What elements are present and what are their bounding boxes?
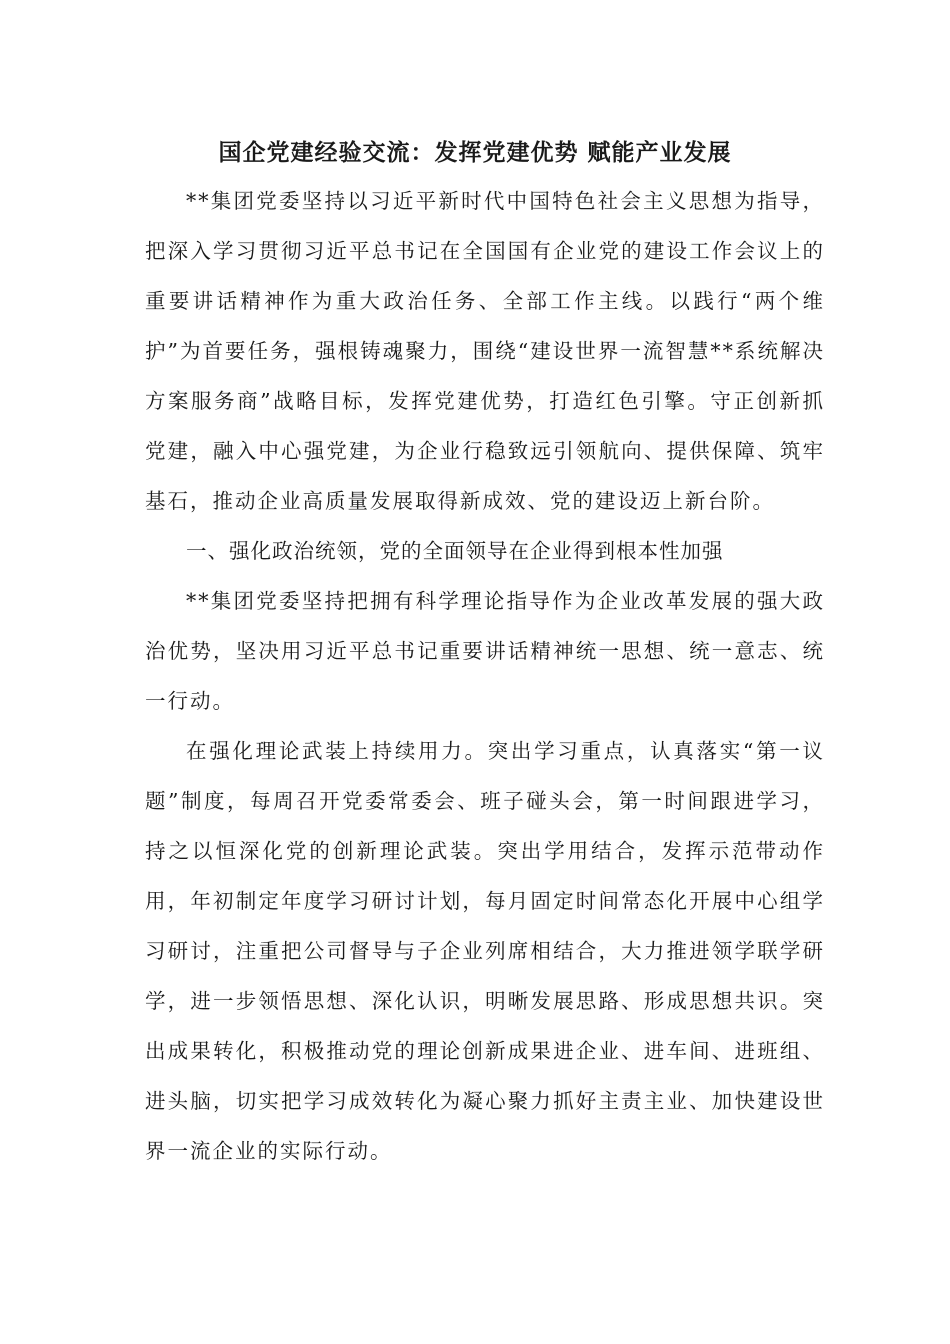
intro-paragraph: **集团党委坚持以习近平新时代中国特色社会主义思想为指导，把深入学习贯彻习近平总书记在全国国有企业党的建设工作会议上的重要讲话精神作为重大政治任务、全部工作主线。以践行“两个维护”为首要任务，强根铸魂聚力，围绕“建设世界一流智慧**系统解决方案服务商”战略目标，发挥党建优势，打造红色引擎。守正创新抓党建，融入中心强党建，为企业行稳致远引领航向、提供保障、筑牢基石，推动企业高质量发展取得新成效、党的建设迈上新台阶。 (145, 189, 825, 513)
document-title: 国企党建经验交流：发挥党建优势 赋能产业发展 (218, 139, 732, 166)
section-paragraph-1: **集团党委坚持把拥有科学理论指导作为企业改革发展的强大政治优势，坚决用习近平总书记重要讲话精神统一思想、统一意志、统一行动。 (145, 589, 825, 713)
section-paragraph-2: 在强化理论武装上持续用力。突出学习重点，认真落实“第一议题”制度，每周召开党委常委会、班子碰头会，第一时间跟进学习，持之以恒深化党的创新理论武装。突出学用结合，发挥示范带动作用，年初制定年度学习研讨计划，每月固定时间常态化开展中心组学习研讨，注重把公司督导与子企业列席相结合，大力推进领学联学研学，进一步领悟思想、深化认识，明晰发展思路、形成思想共识。突出成果转化，积极推动党的理论创新成果进企业、进车间、进班组、进头脑，切实把学习成效转化为凝心聚力抓好主责主业、加快建设世界一流企业的实际行动。 (145, 739, 825, 1163)
document-body (145, 176, 825, 1176)
section-heading: 一、强化政治统领，党的全面领导在企业得到根本性加强 (186, 539, 724, 563)
